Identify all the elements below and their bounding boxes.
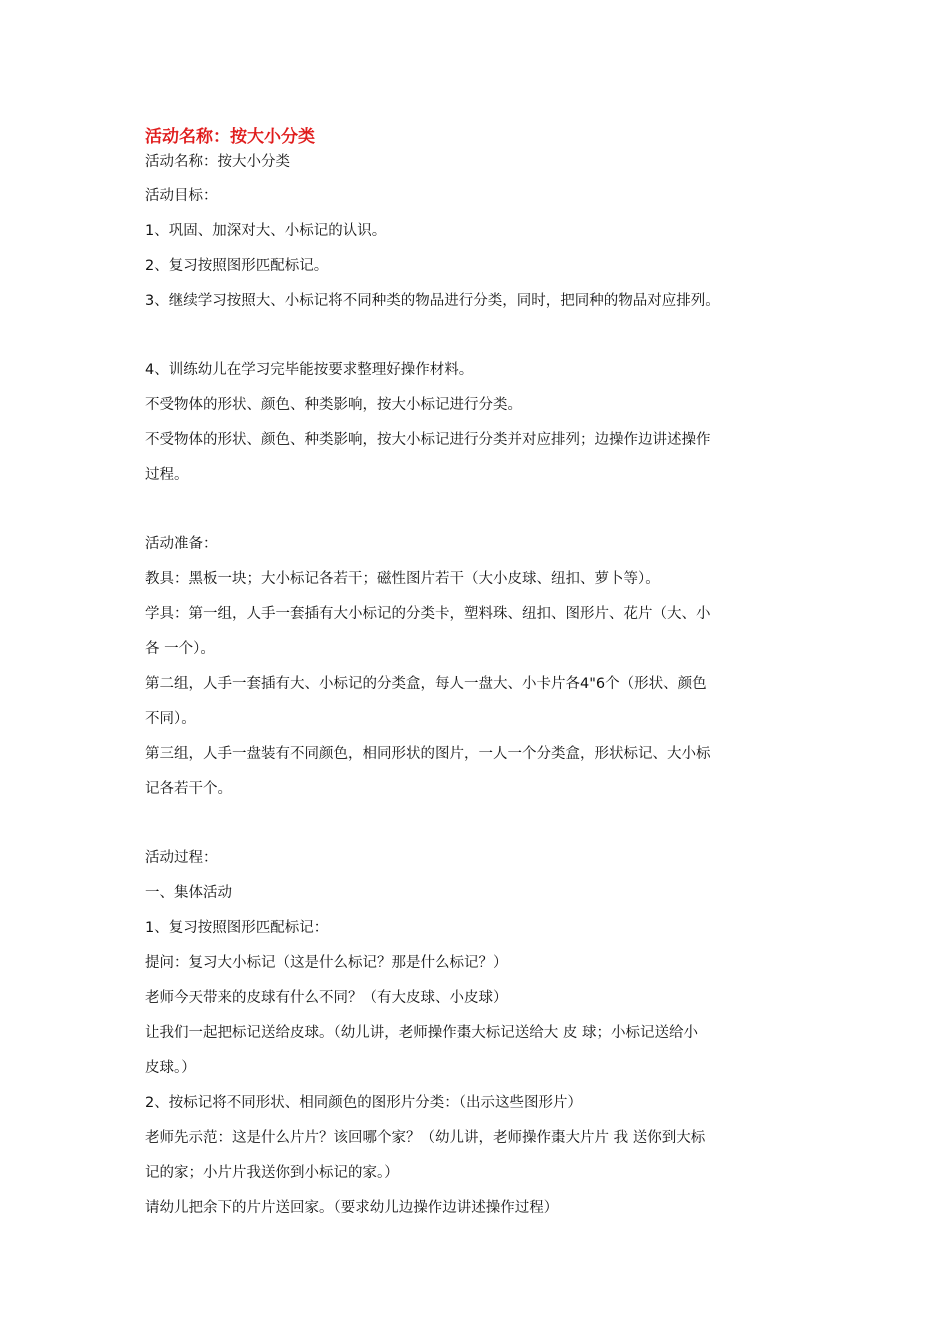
step-1-question: 提问：复习大小标记（这是什么标记？那是什么标记？）: [145, 955, 508, 971]
activity-name-line: 活动名称：按大小分类: [145, 154, 290, 170]
goals-heading: 活动目标：: [145, 188, 218, 204]
document-page: [145, 124, 810, 1226]
group-2-line-2: 不同）。: [145, 711, 196, 727]
step-1: 1、复习按照图形匹配标记：: [145, 920, 329, 936]
step-1-instruction-line-1: 让我们一起把标记送给皮球。（幼儿讲，老师操作棗大标记送给大 皮 球；小标记送给小: [145, 1025, 698, 1041]
preparation-heading: 活动准备：: [145, 536, 218, 552]
goal-4: 4、训练幼儿在学习完毕能按要求整理好操作材料。: [145, 362, 474, 378]
step-1-ball-question: 老师今天带来的皮球有什么不同？（有大皮球、小皮球）: [145, 990, 508, 1006]
requirement-2-line-1: 不受物体的形状、颜色、种类影响，按大小标记进行分类并对应排列；边操作边讲述操作: [145, 432, 711, 448]
step-2-demo-line-2: 记的家；小片片我送你到小标记的家。）: [145, 1165, 399, 1181]
group-2-line-1: 第二组，人手一套插有大、小标记的分类盒，每人一盘大、小卡片各4"6个（形状、颜色: [145, 676, 707, 692]
learning-aids-line-1: 学具：第一组，人手一套插有大小标记的分类卡，塑料珠、纽扣、图形片、花片（大、小: [145, 606, 711, 622]
step-2-demo-line-1: 老师先示范：这是什么片片？该回哪个家？（幼儿讲，老师操作棗大片片 我 送你到大标: [145, 1130, 706, 1146]
document-title: 活动名称：按大小分类: [145, 127, 315, 147]
group-3-line-1: 第三组，人手一盘装有不同颜色，相同形状的图片，一人一个分类盒，形状标记、大小标: [145, 746, 711, 762]
teaching-aids: 教具：黑板一块；大小标记各若干；磁性图片若干（大小皮球、纽扣、萝卜等）。: [145, 571, 660, 587]
blank-line: [145, 493, 810, 527]
blank-line: [145, 319, 810, 353]
requirement-1: 不受物体的形状、颜色、种类影响，按大小标记进行分类。: [145, 397, 522, 413]
learning-aids-line-2: 各 一个）。: [145, 641, 215, 657]
step-1-instruction-line-2: 皮球。）: [145, 1060, 196, 1076]
goal-3: 3、继续学习按照大、小标记将不同种类的物品进行分类，同时，把同种的物品对应排列。: [145, 293, 720, 309]
blank-line: [145, 807, 810, 841]
goal-2: 2、复习按照图形匹配标记。: [145, 258, 329, 274]
requirement-2-line-2: 过程。: [145, 467, 189, 483]
section-1-heading: 一、集体活动: [145, 885, 232, 901]
step-2-practice: 请幼儿把余下的片片送回家。（要求幼儿边操作边讲述操作过程）: [145, 1200, 559, 1216]
group-3-line-2: 记各若干个。: [145, 781, 232, 797]
goal-1: 1、巩固、加深对大、小标记的认识。: [145, 223, 387, 239]
step-2: 2、按标记将不同形状、相同颜色的图形片分类：（出示这些图形片）: [145, 1095, 582, 1111]
process-heading: 活动过程：: [145, 850, 218, 866]
